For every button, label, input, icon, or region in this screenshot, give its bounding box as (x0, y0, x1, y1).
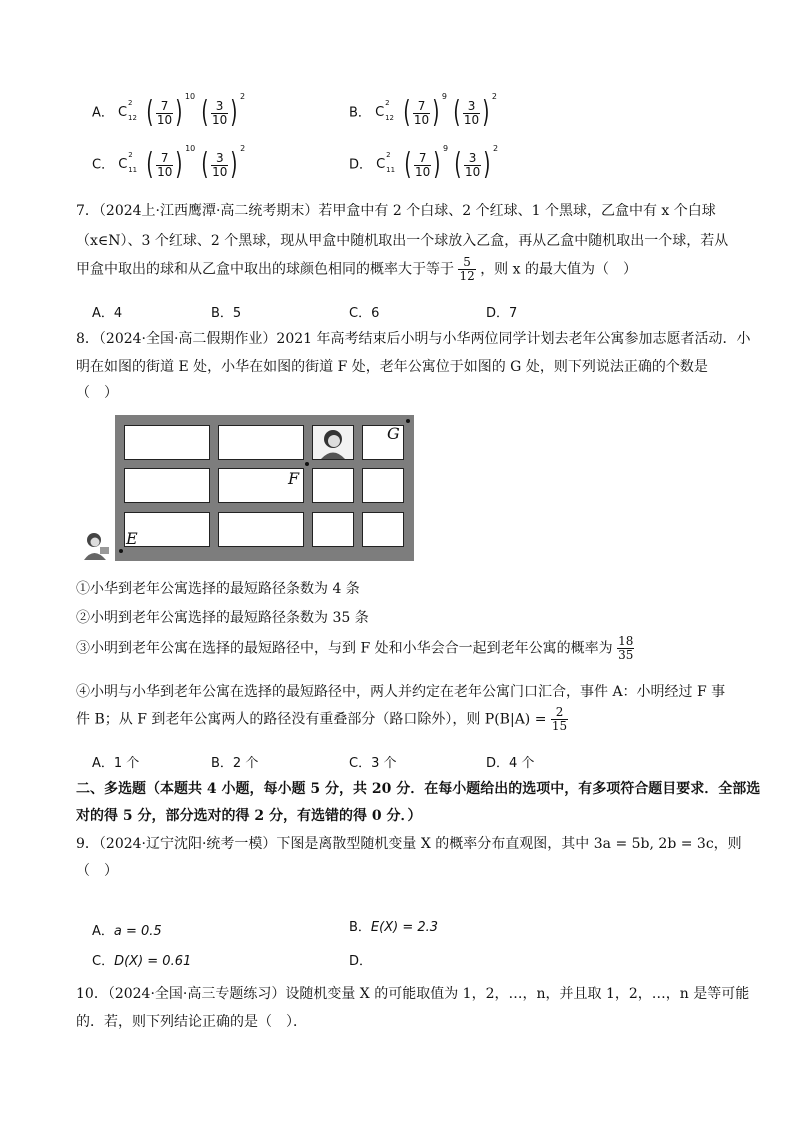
q6-option-c: C． C 2 11 ( $\frac{7}{10}$ ) $^{10}$ ( $\frac{3}{10}$ ) $^2$ (92, 144, 246, 182)
label-e: E (126, 529, 138, 548)
q9-option-d: D． (349, 954, 373, 969)
block (218, 425, 304, 460)
q6-option-a: A． C 2 12 ( $\frac{7}{10}$ ) $^{10}$ ( $\frac{3}{10}$ ) $^2$ (92, 92, 246, 130)
label-g: G (387, 424, 400, 443)
q7-line-1: 7．（2024上·江西鹰潭·高二统考期末）若甲盒中有 2 个白球、2 个红球、1 个黑球，乙盒中有 x 个白球 (76, 203, 716, 219)
q8-statement-3: ③小明到老年公寓在选择的最短路径中，与到 F 处和小华会合一起到老年公寓的概率为 $\frac{18}{35}$ (76, 634, 634, 662)
q7-option-a: A．4 (92, 306, 123, 321)
block (124, 425, 210, 460)
fraction-18-35: $\frac{18}{35}$ (618, 634, 634, 662)
fraction: $\frac{7}{10}$ (415, 150, 431, 179)
q8-statement-1: ①小华到老年公寓选择的最短路径条数为 4 条 (76, 581, 360, 597)
q8-statement-4-line-2: 件 B；从 F 到老年公寓两人的路径没有重叠部分（路口除外），则 P(B|A) = $\frac{2}{15}$ (76, 705, 568, 733)
fraction: $\frac{7}{10}$ (157, 150, 173, 179)
block (312, 512, 354, 547)
q9-option-a: A．a = 0.5 (92, 924, 162, 939)
point-f (305, 462, 309, 466)
street-grid-figure (115, 415, 414, 561)
block (362, 468, 404, 503)
elderly-person-icon (313, 426, 353, 459)
section-2-header-line-2: 对的得 5 分，部分选对的得 2 分，有选错的得 0 分．） (76, 808, 422, 824)
q9-line-1: 9．（2024·辽宁沈阳·统考一模）下图是离散型随机变量 X 的概率分布直观图，其中 3a = 5b, 2b = 3c，则 (76, 836, 742, 852)
section-2-header-line-1: 二、多选题（本题共 4 小题，每小题 5 分，共 20 分．在每小题给出的选项中，有多项符合题目要求．全部选 (76, 781, 761, 797)
block (218, 512, 304, 547)
point-e (119, 549, 123, 553)
point-g (406, 419, 410, 423)
q9-option-b: B．E(X) = 2.3 (349, 920, 439, 935)
fraction: $\frac{3}{10}$ (464, 150, 481, 179)
q8-option-b: B．2 个 (211, 756, 259, 771)
block (312, 425, 354, 460)
q8-option-d: D．4 个 (486, 756, 535, 771)
block (124, 468, 210, 503)
q10-line-2: 的．若，则下列结论正确的是（ ）． (76, 1014, 307, 1030)
q6-option-b: B． C 2 12 ( $\frac{7}{10}$ ) $^9$ ( $\frac{3}{10}$ ) $^2$ (349, 92, 497, 130)
q7-line-2: （x∈N）、3 个红球、2 个黑球，现从甲盒中随机取出一个球放入乙盒，再从乙盒中随机取出一个球，若从 (76, 233, 729, 249)
q8-statement-4-line-1: ④小明与小华到老年公寓在选择的最短路径中，两人并约定在老年公寓门口汇合，事件 A：小明经过 F 事 (76, 684, 726, 700)
fraction-2-15: $\frac{2}{15}$ (551, 705, 568, 733)
q7-option-d: D．7 (486, 306, 518, 321)
q10-line-1: 10．（2024·全国·高三专题练习）设随机变量 X 的可能取值为 1，2，…，n，并且取 1，2，…，n 是等可能 (76, 986, 750, 1002)
q8-line-2: 明在如图的街道 E 处，小华在如图的街道 F 处，老年公寓位于如图的 G 处，则下列说法正确的个数是 (76, 359, 708, 375)
q9-line-2: （ ） (76, 863, 118, 879)
combination-symbol: C 2 11 (118, 151, 138, 174)
fraction: $\frac{7}{10}$ (156, 98, 173, 127)
option-letter: C． (92, 157, 115, 173)
q9-option-c: C．D(X) = 0.61 (92, 954, 192, 969)
q7-line-3: 甲盒中取出的球和从乙盒中取出的球颜色相同的概率大于等于 $\frac{5}{12}$ ，则 x 的最大值为（ ） (76, 255, 637, 283)
block (312, 468, 354, 503)
combination-symbol: C 2 12 (375, 99, 394, 122)
q8-line-3: （ ） (76, 385, 118, 401)
q8-statement-2: ②小明到老年公寓选择的最短路径条数为 35 条 (76, 610, 369, 626)
label-f: F (288, 469, 300, 488)
q8-option-a: A．1 个 (92, 756, 140, 771)
option-letter: D． (349, 157, 373, 173)
option-letter: A． (92, 105, 114, 121)
combination-symbol: C 2 12 (118, 99, 137, 122)
fraction: $\frac{3}{10}$ (212, 150, 228, 179)
fraction: $\frac{3}{10}$ (211, 98, 228, 127)
q8-option-c: C．3 个 (349, 756, 397, 771)
combination-symbol: C 2 11 (376, 151, 396, 174)
q7-option-c: C．6 (349, 306, 380, 321)
q7-option-b: B．5 (211, 306, 242, 321)
fraction-5-12: $\frac{5}{12}$ (459, 255, 475, 283)
fraction: $\frac{7}{10}$ (413, 98, 430, 127)
fraction: $\frac{3}{10}$ (463, 98, 480, 127)
q8-line-1: 8．（2024·全国·高二假期作业）2021 年高考结束后小明与小华两位同学计划去老年公寓参加志愿者活动．小 (76, 331, 751, 347)
student-icon (82, 530, 112, 560)
block (362, 512, 404, 547)
option-letter: B． (349, 105, 371, 121)
q6-option-d: D． C 2 11 ( $\frac{7}{10}$ ) $^9$ ( $\frac{3}{10}$ ) $^2$ (349, 144, 499, 182)
